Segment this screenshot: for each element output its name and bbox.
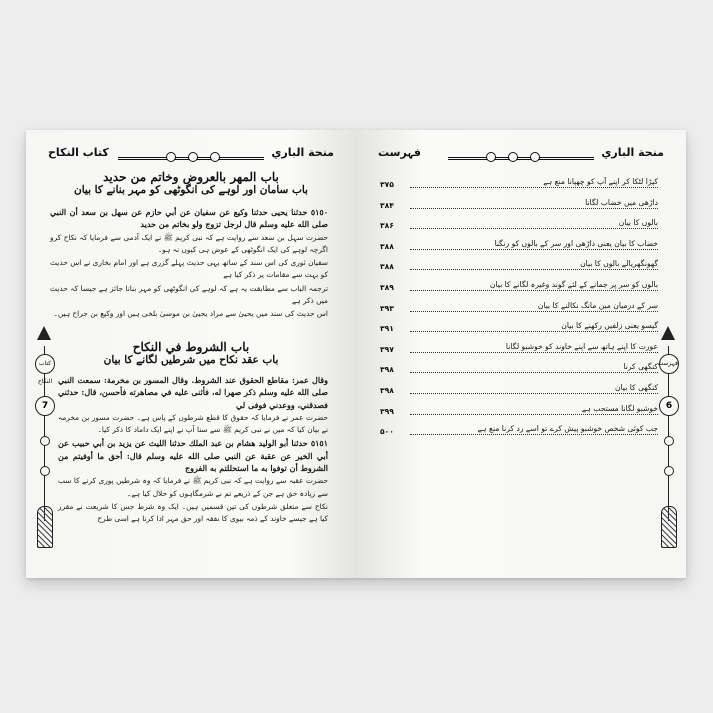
hadith-translation: حضرت عمر نے فرمایا کہ حقوق کا قطع شرطوں کے پاس ہے۔ حضرت مسور بن مخرمہ نے بیان کیا کہ میں نے نبی کریم ﷺ سے سنا آپ نے اپنے ایک داماد کا ذکر کیا۔ [58,412,328,435]
toc-entry-title: بالوں کو سر پر جمانے کے لئے گوند وغیرہ لگانے کا بیان [489,279,658,289]
toc-entry [380,215,658,236]
toc-entry [380,359,658,380]
chapter-subtitle: باب عقد نکاح میں شرطیں لگانے کا بیان [103,354,279,366]
commentary-paragraph: ترجمہ الباب سے مطابقت یہ ہے کہ لوہے کی انگوٹھی کو مہر بنانا جائز ہے جیسا کہ حدیث میں ذکر ہے [50,283,328,306]
left-header-chapter: كتاب النكاح [48,146,109,159]
commentary-paragraph: سفیان ثوری کی اس سند کے ساتھ یہی حدیث پہلے گزری ہے اور امام بخاری نے اس حدیث کو بہت سے مقامات پر ذکر کیا ہے [50,258,328,280]
toc-entry [380,256,658,277]
right-header-book-title: منحة الباري [601,146,664,159]
toc-dot-leader [410,414,658,415]
page-number: 6 [659,396,679,416]
arabesque-ornament-icon [37,506,53,548]
toc-entry-page: ۳۹۹ [380,406,394,416]
toc-entry-page: ۳۹۳ [380,303,394,313]
toc-entry-title: سر کے درمیان میں مانگ نکالنے کا بیان [537,300,658,310]
chapter-title: باب المهر بالعروض وخاتم من حديد [103,170,279,184]
sidebar-section-label: فہرست [659,354,679,374]
text-block-1 [50,206,328,322]
chapter-heading-1 [56,170,326,196]
left-margin-ornament [34,326,56,566]
header-ornament [486,152,496,162]
toc-dot-leader [410,208,658,209]
toc-entry [380,298,658,319]
toc-entry [380,174,658,195]
toc-dot-leader [410,249,658,250]
toc-entry [380,318,658,339]
toc-entry-title: گیسو یعنی زلفیں رکھنے کا بیان [561,321,658,331]
toc-entry [380,421,658,442]
toc-entry-title: کپڑا لٹکا کر اپنے آپ کو چھپانا منع ہے [543,177,658,186]
toc-entry-title: عورت کا اپنے ہاتھ سے اپنے خاوند کو خوشبو لگانا [505,341,658,351]
hadith-arabic: وقال عمر: مقاطع الحقوق عند الشروط. وقال المسور بن مخرمة: سمعت النبي صلى الله عليه وسلم ذكر صهرا له، فأثنى عليه في مصاهرته فأحسن، قال: حدثني فصدقني، ووعدني فوفى لي [58,375,328,410]
toc-entry-title: خضاب کا بیان یعنی داڑھی اور سر کے بالوں کو رنگنا [494,238,658,248]
toc-dot-leader [410,393,658,394]
left-page [26,130,356,578]
toc-entry-title: بالوں کا بیان [618,218,658,228]
toc-entry-page: ۳۸۸ [380,241,394,251]
left-page-header [48,146,334,162]
header-ornament [210,152,220,162]
toc-entry-page: ۳۹۷ [380,344,394,354]
commentary-paragraph: نکاح سے متعلق شرطوں کی تین قسمیں ہیں۔ ایک وہ شرط جس کا شریعت نے مقرر کیا ہے جیسے خاوند کے ذمہ بیوی کا نفقہ اور حق مہر ادا کرنا ہے اسی طرح [58,501,328,524]
table-of-contents [380,174,658,442]
toc-dot-leader [410,311,658,312]
toc-entry [380,195,658,216]
commentary-paragraph: اس حدیث کی سند میں یحییٰ سے مراد یحییٰ بن موسیٰ بلخی ہیں اور وکیع بن جراح ہیں۔ [53,309,328,319]
right-margin-ornament [658,326,680,566]
toc-entry-page: ۵۰۰ [380,427,394,437]
toc-entry [380,401,658,422]
toc-entry-page: ۳۹۸ [380,365,394,375]
header-ornament [508,152,518,162]
toc-dot-leader [410,372,658,373]
toc-entry-page: ۳۸۶ [380,221,394,231]
header-rule [448,157,594,160]
toc-dot-leader [410,352,658,353]
left-header-book-title: منحة الباري [271,146,334,159]
toc-entry-title: کنگھی کرنا [623,362,658,372]
right-header-section: فہرست [378,146,421,159]
chapter-subtitle: باب سامان اور لوہے کی انگوٹھی کو مہر بنانے کا بیان [74,184,308,196]
toc-entry-title: داڑھی میں خضاب لگانا [585,197,658,207]
toc-entry [380,236,658,257]
toc-entry [380,339,658,360]
toc-entry-page: ۳۷۵ [380,180,394,189]
toc-entry-title: کنگھی کا بیان [615,382,658,392]
text-block-2 [58,374,328,527]
margin-dot-icon [40,466,50,476]
open-book [26,130,686,578]
toc-entry-page: ۳۸۹ [380,282,394,292]
header-ornament [530,152,540,162]
page-number: 7 [35,396,55,416]
toc-entry-title: جب کوئی شخص خوشبو پیش کرے تو اسے رد کرنا منع ہے [477,424,658,434]
toc-dot-leader [410,187,658,188]
arabesque-ornament-icon [661,506,677,548]
toc-entry [380,380,658,401]
sidebar-chapter-label: كتاب النكاح [35,354,55,374]
chapter-heading-2 [66,340,316,366]
toc-entry-page: ۳۸۸ [380,262,394,272]
header-ornament [188,152,198,162]
margin-dot-icon [664,466,674,476]
toc-dot-leader [410,331,658,332]
hadith-arabic: ٥١٥٠ حدثنا يحيى حدثنا وكيع عن سفيان عن أبي حازم عن سهل بن سعد أن النبي صلى الله عليه وسلم قال لرجل تزوج ولو بخاتم من حديد [50,207,328,230]
hadith-translation: حضرت عقبہ سے روایت ہے کہ نبی کریم ﷺ نے فرمایا کہ وہ شرطیں پوری کرنے کا سب سے زیادہ حق ہے جن کے ذریعے تم نے شرمگاہوں کو حلال کیا ہے۔ [58,476,328,498]
toc-dot-leader [410,269,658,270]
arrow-ornament-icon [37,326,51,340]
right-page-header [378,146,664,162]
toc-entry-page: ۳۸۴ [380,200,394,210]
toc-entry-page: ۳۹۸ [380,385,394,395]
chapter-title: باب الشروط في النكاح [132,340,250,354]
toc-entry-title: خوشبو لگانا مستحب ہے [581,403,658,413]
header-ornament [166,152,176,162]
right-page [356,130,686,578]
toc-entry-title: گھونگھریالے بالوں کا بیان [580,259,658,269]
margin-dot-icon [664,436,674,446]
toc-dot-leader [410,434,658,435]
toc-entry [380,277,658,298]
toc-dot-leader [410,290,658,291]
hadith-translation: حضرت سہل بن سعد سے روایت ہے کہ نبی کریم ﷺ نے ایک آدمی سے فرمایا کہ نکاح کرو اگرچہ لوہے کی ایک انگوٹھی کے عوض ہی کیوں نہ ہو۔ [50,232,328,254]
toc-dot-leader [410,228,658,229]
margin-dot-icon [40,436,50,446]
toc-entry-page: ۳۹۱ [380,324,394,334]
arrow-ornament-icon [661,326,675,340]
hadith-arabic: ٥١٥١ حدثنا أبو الوليد هشام بن عبد الملك حدثنا الليث عن يزيد بن أبي حبيب عن أبي الخير عن عقبة عن النبي صلى الله عليه وسلم قال: أحق ما أوفيتم من الشروط أن توفوا به ما استحللتم به الفروج [58,438,328,474]
